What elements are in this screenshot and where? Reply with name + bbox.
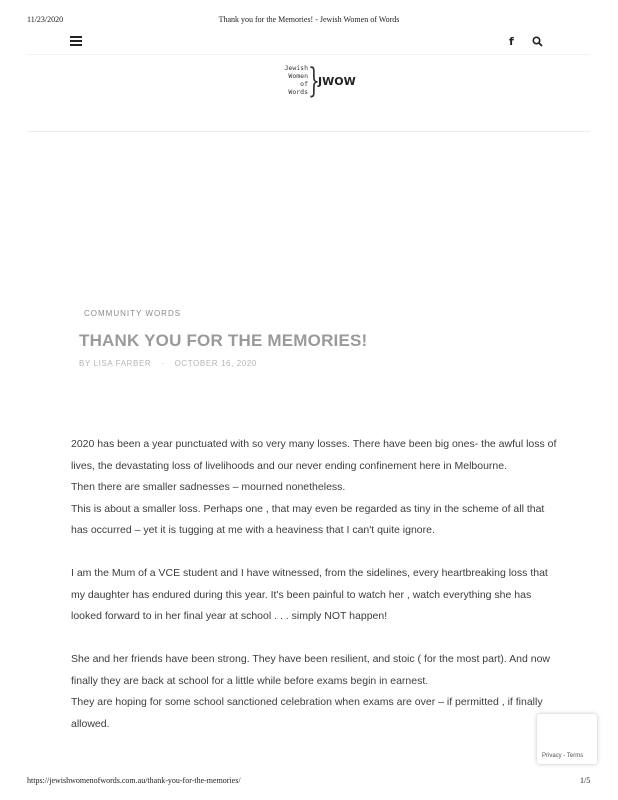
paragraph: I am the Mum of a VCE student and I have witnessed, from the sidelines, every heartbreaking loss that my daughter has endured during this year. It's been painful to watch her , watch everything she has looked forward to in her final year at school . . . simply NOT happen! bbox=[71, 567, 548, 622]
article-title: THANK YOU FOR THE MEMORIES! bbox=[79, 331, 368, 350]
paragraph: They are hoping for some school sanctioned celebration when exams are over – if permitted , if finally allowed. bbox=[71, 696, 543, 730]
facebook-icon[interactable]: f bbox=[509, 35, 514, 48]
logo-brace: } bbox=[308, 61, 320, 101]
recaptcha-badge[interactable] bbox=[537, 714, 597, 764]
meta-separator: · bbox=[161, 359, 165, 368]
search-icon[interactable] bbox=[532, 36, 543, 47]
logo-words bbox=[272, 64, 308, 96]
paragraph: Then there are smaller sadnesses – mourned nonetheless. bbox=[71, 481, 346, 493]
article-body bbox=[71, 434, 561, 735]
site-navbar bbox=[27, 30, 590, 55]
print-date: 11/23/2020 bbox=[27, 15, 64, 24]
paragraph: 2020 has been a year punctuated with so very many losses. There have been big ones- the awful loss of lives, the devastating loss of livelihoods and our never ending confinement here in Melbourne. bbox=[71, 438, 557, 472]
logo-word: of bbox=[300, 80, 308, 88]
logo-word: Women bbox=[288, 72, 308, 80]
print-page-number: 1/5 bbox=[580, 776, 591, 785]
logo-word: Words bbox=[288, 88, 308, 96]
logo-acronym: JWOW bbox=[318, 75, 356, 88]
logo-word: Jewish bbox=[284, 64, 308, 72]
paragraph: She and her friends have been strong. They have been resilient, and stoic ( for the most part). And now finally they are back at school for a little while before exams begin in earnest. bbox=[71, 653, 551, 687]
paragraph: This is about a smaller loss. Perhaps one , that may even be regarded as tiny in the scheme of all that has occurred – yet it is tugging at me with a heaviness that I can't quite ignore. bbox=[71, 502, 545, 536]
header-divider bbox=[27, 131, 590, 132]
print-url: https://jewishwomenofwords.com.au/thank-you-for-the-memories/ bbox=[27, 776, 241, 785]
article-author[interactable]: BY LISA FARBER bbox=[79, 359, 152, 368]
print-page-title: Thank you for the Memories! - Jewish Women of Words bbox=[218, 15, 400, 24]
site-logo[interactable] bbox=[272, 61, 356, 102]
recaptcha-privacy-terms[interactable]: Privacy - Terms bbox=[542, 753, 584, 759]
article-meta bbox=[79, 359, 257, 368]
article-category[interactable]: COMMUNITY WORDS bbox=[84, 309, 182, 318]
hamburger-menu-icon[interactable] bbox=[70, 36, 82, 46]
article-date: OCTOBER 16, 2020 bbox=[174, 359, 257, 368]
